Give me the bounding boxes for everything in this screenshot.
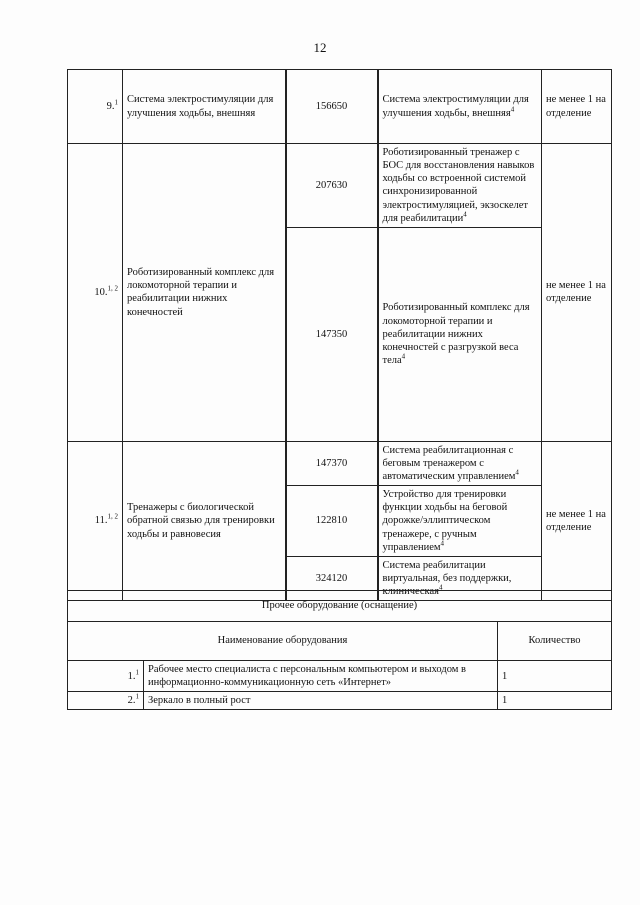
table-row [68, 661, 612, 692]
row-number: 2.$^1$ [68, 692, 144, 710]
equipment-type: Роботизированный комплекс для локомоторной терапии и реабилитации нижних конечностей с разгрузкой веса тела$^4$ [378, 227, 542, 441]
equipment-code: 324120 [286, 556, 378, 600]
equipment-code: 122810 [286, 486, 378, 557]
equipment-quantity: 1 [498, 692, 612, 710]
equipment-type: Устройство для тренировки функции ходьбы на беговой дорожке/эллиптическом тренажере, с ручным управлением$^4$ [378, 486, 542, 557]
equipment-type: Система электростимуляции для улучшения ходьбы, внешняя$^4$ [378, 70, 542, 144]
equipment-code: 207630 [286, 144, 378, 228]
equipment-table [67, 69, 612, 601]
equipment-quantity: не менее 1 на отделение [542, 70, 612, 144]
equipment-type: Система реабилитационная с беговым тренажером с автоматическим управлением$^4$ [378, 441, 542, 485]
row-number: 1.$^1$ [68, 661, 144, 692]
equipment-type: Роботизированный тренажер с БОС для восстановления навыков ходьбы со встроенной системой синхронизированной электростимуляцией, экзоскелет для реабилитации$^4$ [378, 144, 542, 228]
equipment-code: 156650 [286, 70, 378, 144]
equipment-name: Зеркало в полный рост [144, 692, 498, 710]
equipment-quantity: 1 [498, 661, 612, 692]
other-equipment-table [67, 590, 612, 710]
equipment-name: Роботизированный комплекс для локомоторной терапии и реабилитации нижних конечностей [123, 144, 286, 442]
row-number: 10.$^{1, 2}$ [68, 144, 123, 442]
table-row [68, 70, 612, 144]
table-row [68, 144, 612, 228]
equipment-name: Тренажеры с биологической обратной связью для тренировки ходьбы и равновесия [123, 441, 286, 600]
equipment-quantity: не менее 1 на отделение [542, 441, 612, 600]
other-table-title: Прочее оборудование (оснащение) [68, 591, 612, 622]
equipment-name: Рабочее место специалиста с персональным компьютером и выходом в информационно-коммуникационную сеть «Интернет» [144, 661, 498, 692]
row-number: 9.$^1$ [68, 70, 123, 144]
table-row [68, 692, 612, 710]
page-number: 12 [313, 40, 327, 55]
row-number: 11.$^{1, 2}$ [68, 441, 123, 600]
header-name: Наименование оборудования [68, 622, 498, 661]
equipment-code: 147370 [286, 441, 378, 485]
equipment-quantity: не менее 1 на отделение [542, 144, 612, 442]
equipment-name: Система электростимуляции для улучшения ходьбы, внешняя [123, 70, 286, 144]
equipment-type: Система реабилитации виртуальная, без поддержки, клиническая$^4$ [378, 556, 542, 600]
header-quantity: Количество [498, 622, 612, 661]
table-row [68, 441, 612, 485]
equipment-code: 147350 [286, 227, 378, 441]
